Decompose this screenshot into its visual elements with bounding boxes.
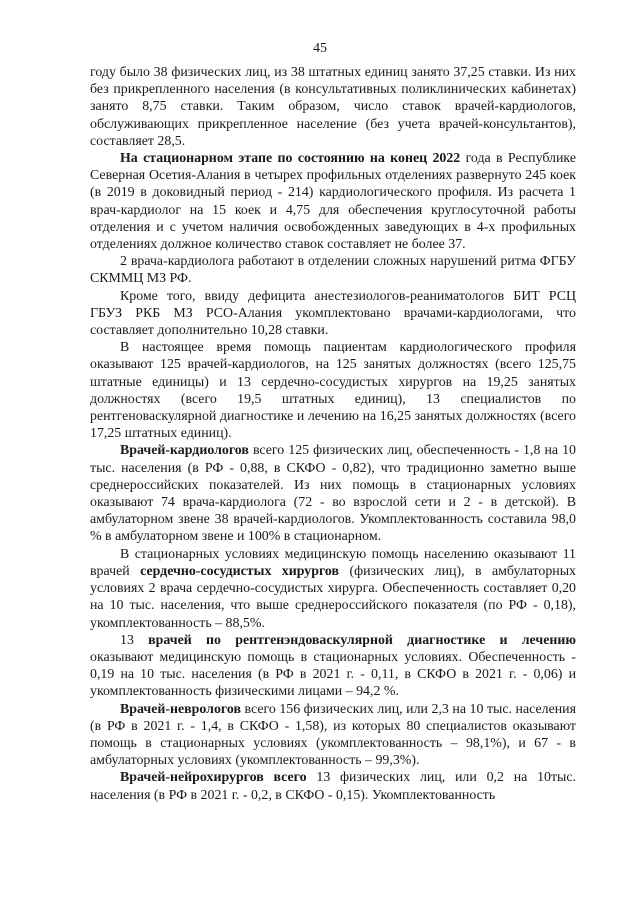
text-segment: В настоящее время помощь пациентам кардиологического профиля оказывают 125 врачей-кардиологов, на 125 занятых должностях (всего 125,75 штатные единицы) и 13 сердечно-сосудистых хирургов на 19,25 занятых должностях (всего 19,5 штатных единиц), 13 специалистов по рентгеноваскулярной диагностике и лечению на 16,25 занятых должностях (всего 17,25 штатных единиц). xyxy=(90,340,576,442)
text-segment: года в Республике Северная Осетия-Алания в четырех профильных отделениях развернуто 245 коек (в 2019 в доковидный период - 214) кардиологического профиля. Из расчета 1 врач-кардиолог на 15 коек и 4,75 для обеспечения круглосуточной работы отделения и с учетом наличия освобожденных заведующих в 4-х профильных отделениях должное количество ставок составляет не более 37. xyxy=(90,151,576,253)
bold-segment: Врачей-кардиологов xyxy=(120,443,249,459)
paragraph-neurologists xyxy=(90,701,576,770)
text-segment: Кроме того, ввиду дефицита анестезиологов-реаниматологов БИТ РСЦ ГБУЗ РКБ МЗ РСО-Алания укомплектовано врачами-кардиологами, что составляет дополнительно 10,28 ставки. xyxy=(90,288,576,339)
paragraph-neurosurgeons xyxy=(90,769,576,803)
paragraph-stationary-stage xyxy=(90,150,576,253)
bold-segment: врачей по рентгенэндоваскулярной диагностике и лечению xyxy=(148,632,577,648)
text-segment: 13 физических лиц, или 0,2 на 10тыс. населения (в РФ в 2021 г. - 0,2, в СКФО - 0,15). Укомплектованность xyxy=(90,770,577,803)
text-segment: всего 125 физических лиц, обеспеченность - 1,8 на 10 тыс. населения (в РФ - 0,88, в СКФО - 0,82), что традиционно заметно выше среднероссийских показателей. Из них помощь в стационарных условиях оказывают 74 врача-кардиолога (72 - во взрослой сети и 2 - в детской). В амбулаторном звене 38 врачей-кардиологов. Укомплектованность составила 98,0 % в амбулаторном звене и 100% в стационарном. xyxy=(90,443,576,545)
bold-segment: Врачей-неврологов xyxy=(120,701,241,717)
text-segment: (физических лиц), в амбулаторных условиях 2 врача сердечно-сосудистых хирурга. Обеспеченность составляет 0,20 на 10 тыс. населения, что выше среднероссийского показателя (по РФ - 0,18), укомплектованность – 88,5%. xyxy=(90,563,577,631)
bold-segment: Врачей-нейрохирургов всего xyxy=(120,770,307,786)
text-segment: 13 xyxy=(120,632,149,648)
paragraph-cardiologists xyxy=(90,442,576,545)
document-body xyxy=(90,64,576,804)
text-segment: оказывают медицинскую помощь в стационарных условиях. Обеспеченность - 0,19 на 10 тыс. населения (в РФ в 2021 г. - 0,11, в СКФО в 2021 г. - 0,06) и укомплектованность физическими лицами – 94,2 %. xyxy=(90,649,576,700)
page-number: 45 xyxy=(313,41,327,56)
text-segment: году было 38 физических лиц, из 38 штатных единиц занято 37,25 ставки. Из них без прикрепленного населения (в консультативных поликлинических кабинетах) занято 8,75 ставки. Таким образом, число ставок врачей-кардиологов, обслуживающих прикрепленное население (без учета врачей-консультантов), составляет 28,5. xyxy=(90,65,576,149)
paragraph-cardiovascular-surgeons xyxy=(90,546,576,632)
paragraph-continuation xyxy=(90,64,576,150)
paragraph-endovascular xyxy=(90,632,576,701)
paragraph-rhythm-department xyxy=(90,253,576,287)
text-segment: всего 156 физических лиц, или 2,3 на 10 тыс. населения (в РФ в 2021 г. - 1,4, в СКФО - 1,58), из которых 80 специалистов оказывают помощь в стационарных условиях (укомплектованность – 98,1%), и 67 - в амбулаторных условиях (укомплектованность – 99,3%). xyxy=(90,701,576,769)
bold-segment: На стационарном этапе по состоянию на конец 2022 xyxy=(120,151,461,167)
paragraph-current-staff xyxy=(90,339,576,442)
paragraph-anesthesiologists xyxy=(90,288,576,340)
bold-segment: сердечно-сосудистых хирургов xyxy=(140,563,340,579)
text-segment: В стационарных условиях медицинскую помощь населению оказывают 11 врачей xyxy=(90,546,576,579)
text-segment: 2 врача-кардиолога работают в отделении сложных нарушений ритма ФГБУ СКММЦ МЗ РФ. xyxy=(90,254,576,287)
